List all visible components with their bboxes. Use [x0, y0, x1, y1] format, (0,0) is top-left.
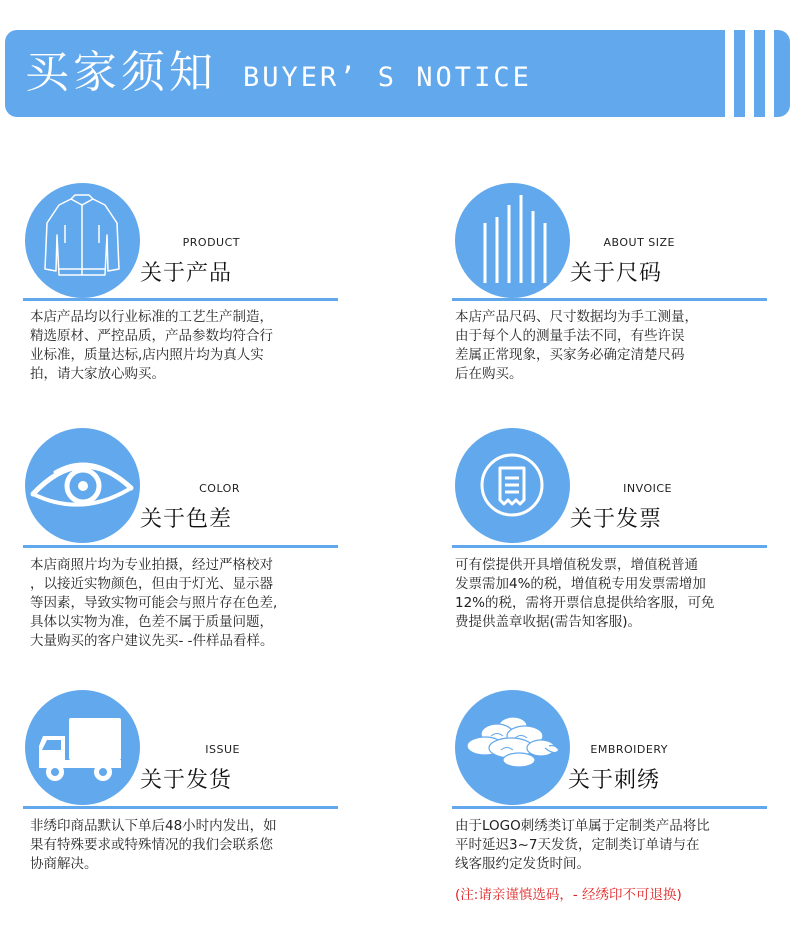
section-divider — [452, 806, 767, 809]
section-divider — [452, 298, 767, 301]
section-en-label: PRODUCT — [182, 236, 240, 249]
section-title: 关于色差 — [140, 507, 233, 532]
section-divider — [23, 298, 338, 301]
banner-stripe — [765, 30, 774, 117]
eye-icon — [25, 428, 140, 543]
jacket-icon — [25, 183, 140, 298]
section-description: 本店产品均以行业标准的工艺生产制造， 精选原材、严控品质，产品参数均符合行 业标准，质量达标,店内照片均为真人实 拍，请大家放心购买。 — [30, 309, 273, 382]
receipt-icon — [455, 428, 570, 543]
section-description: 可有偿提供开具增值税发票，增值税普通 发票需加4%的税，增值税专用发票需增加 12%的税，需将开票信息提供给客服，可免 费提供盖章收据(需告知客服)。 — [455, 557, 715, 630]
section-en-label: ABOUT SIZE — [603, 236, 675, 249]
section-en-label: ISSUE — [205, 743, 240, 756]
section-title: 关于发货 — [140, 768, 233, 793]
size-bars-icon — [455, 183, 570, 298]
section-description: 本店商照片均为专业拍摄，经过严格校对 ，以接近实物颜色，但由于灯光、显示器 等因素，导致实物可能会与照片存在色差, 具体以实物为准，色差不属于质量问题， 大量购买的客户建议先买- -件样品看样。 — [30, 557, 278, 649]
truck-icon — [25, 690, 140, 805]
section-divider — [452, 545, 767, 548]
section-description: 由于LOGO刺绣类订单属于定制类产品将比 平时延迟3~7天发货，定制类订单请与在 线客服约定发货时间。 — [455, 818, 710, 872]
cloud-icon — [455, 690, 570, 805]
section-title: 关于刺绣 — [568, 768, 661, 793]
section-description: 非绣印商品默认下单后48小时内发出，如 果有特殊要求或特殊情况的我们会联系您 协商解决。 — [30, 818, 277, 872]
section-divider — [23, 545, 338, 548]
banner-subtitle: BUYER’ S NOTICE — [243, 62, 532, 93]
banner-stripe — [745, 30, 754, 117]
section-description: 本店产品尺码、尺寸数据均为手工测量， 由于每个人的测量手法不同，有些许误 差属正常现象，买家务必确定清楚尺码 后在购买。 — [455, 309, 698, 382]
section-en-label: EMBROIDERY — [590, 743, 668, 756]
section-en-label: INVOICE — [623, 482, 672, 495]
banner-stripe — [725, 30, 734, 117]
return-policy-note: (注:请亲谨慎选码，- 经绣印不可退换) — [455, 887, 682, 903]
section-title: 关于发票 — [570, 507, 663, 532]
section-en-label: COLOR — [199, 482, 240, 495]
section-title: 关于产品 — [140, 261, 233, 286]
banner-title: 买家须知 — [25, 47, 217, 98]
section-title: 关于尺码 — [570, 261, 663, 286]
notice-banner — [5, 30, 790, 117]
section-divider — [23, 806, 338, 809]
